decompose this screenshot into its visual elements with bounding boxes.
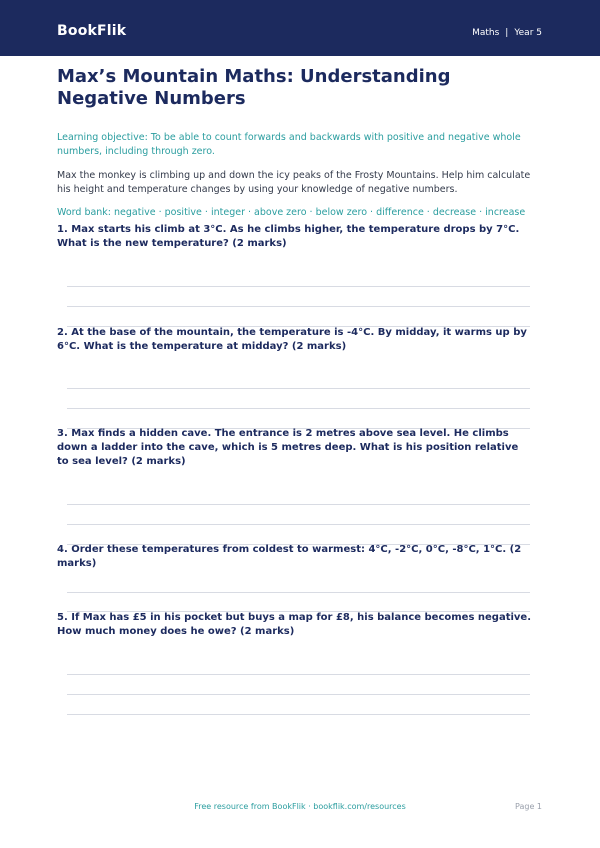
subject-year — [472, 28, 542, 38]
question-5 — [57, 611, 531, 639]
page-title: Max’s Mountain Maths: Understanding Negative Numbers — [57, 66, 451, 109]
intro-text: Max the monkey is climbing up and down the icy peaks of the Frosty Mountains. Help him calculate his height and temperature changes by using your knowledge of negative numbers. — [57, 170, 531, 195]
answer-line[interactable] — [67, 388, 530, 389]
answer-line[interactable] — [67, 286, 530, 287]
answer-line[interactable] — [67, 408, 530, 409]
footer-text[interactable]: Free resource from BookFlik · bookflik.com/resources — [194, 802, 406, 811]
intro-section — [57, 66, 543, 220]
answer-line[interactable] — [67, 714, 530, 715]
question-2 — [57, 326, 531, 354]
question-4 — [57, 543, 531, 571]
word-bank: Word bank: negative · positive · integer · above zero · below zero · difference · decrease · increase — [57, 207, 526, 218]
question-text: 3. Max finds a hidden cave. The entrance is 2 metres above sea level. He climbs down a ladder into the cave, which is 5 metres deep. What is his position relative to sea level? (2 marks) — [57, 428, 519, 467]
subject-label: Maths — [472, 28, 500, 38]
answer-line[interactable] — [67, 694, 530, 695]
question-text: 1. Max starts his climb at 3°C. As he climbs higher, the temperature drops by 7°C. What is the new temperature? (2 marks) — [57, 224, 520, 249]
header-bar — [0, 0, 600, 56]
question-text: 2. At the base of the mountain, the temperature is -4°C. By midday, it warms up by 6°C. What is the temperature at midday? (2 marks) — [57, 327, 527, 352]
year-label: Year 5 — [514, 28, 542, 38]
question-3 — [57, 427, 531, 469]
answer-line[interactable] — [67, 592, 530, 593]
answer-line[interactable] — [67, 524, 530, 525]
question-text: 4. Order these temperatures from coldest to warmest: 4°C, -2°C, 0°C, -8°C, 1°C. (2 marks) — [57, 544, 522, 569]
question-text: 5. If Max has £5 in his pocket but buys a map for £8, his balance becomes negative. How much money does he owe? (2 marks) — [57, 612, 532, 637]
brand-logo[interactable]: BookFlik — [57, 23, 127, 39]
answer-line[interactable] — [67, 674, 530, 675]
answer-line[interactable] — [67, 306, 530, 307]
page-number: Page 1 — [515, 802, 542, 811]
answer-line[interactable] — [67, 504, 530, 505]
learning-objective: Learning objective: To be able to count forwards and backwards with positive and negative whole numbers, including through zero. — [57, 132, 521, 157]
meta-separator: | — [505, 28, 509, 38]
question-1 — [57, 223, 531, 251]
